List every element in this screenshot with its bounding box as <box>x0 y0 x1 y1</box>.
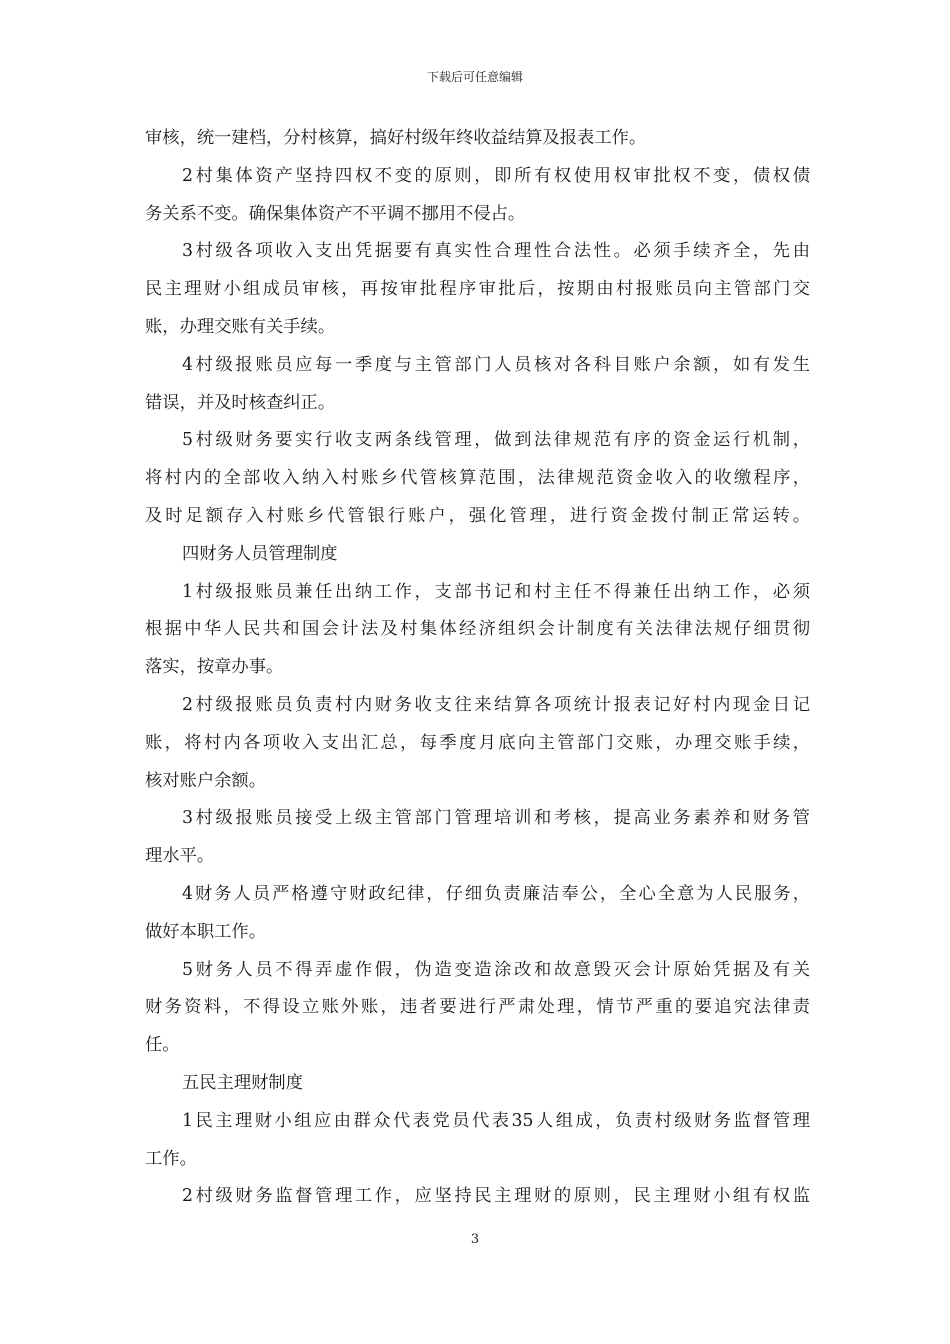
text-line: 3村级各项收入支出凭据要有真实性合理性合法性。必须手续齐全，先由 <box>182 241 810 262</box>
body-text <box>145 120 810 1216</box>
text-line: 3村级报账员接受上级主管部门管理培训和考核，提高业务素养和财务管 <box>182 808 810 829</box>
text-line: 2村集体资产坚持四权不变的原则，即所有权使用权审批权不变，债权债 <box>182 165 810 186</box>
text-line: 财务资料，不得设立账外账，违者要进行严肃处理，情节严重的要追究法律责 <box>145 997 810 1018</box>
text-line: 1民主理财小组应由群众代表党员代表35人组成，负责村级财务监督管理 <box>182 1110 810 1131</box>
text-line: 及时足额存入村账乡代管银行账户，强化管理，进行资金拨付制正常运转。 <box>145 505 810 526</box>
text-line: 5财务人员不得弄虚作假，伪造变造涂改和故意毁灭会计原始凭据及有关 <box>182 959 810 980</box>
text-line: 2村级财务监督管理工作，应坚持民主理财的原则，民主理财小组有权监 <box>182 1186 810 1207</box>
text-line: 5村级财务要实行收支两条线管理，做到法律规范有序的资金运行机制， <box>182 430 810 451</box>
text-line: 2村级报账员负责村内财务收支往来结算各项统计报表记好村内现金日记 <box>182 694 810 715</box>
text-line: 做好本职工作。 <box>145 921 266 942</box>
text-line: 4村级报账员应每一季度与主管部门人员核对各科目账户余额，如有发生 <box>182 354 810 375</box>
text-line: 民主理财小组成员审核，再按审批程序审批后，按期由村报账员向主管部门交 <box>145 279 810 300</box>
text-line: 审核，统一建档，分村核算，搞好村级年终收益结算及报表工作。 <box>145 128 647 148</box>
text-line: 工作。 <box>145 1148 197 1169</box>
text-line: 账，将村内各项收入支出汇总，每季度月底向主管部门交账，办理交账手续， <box>145 732 810 753</box>
text-line: 核对账户余额。 <box>145 770 266 791</box>
text-line: 四财务人员管理制度 <box>182 543 338 564</box>
text-line: 账，办理交账有关手续。 <box>145 316 336 337</box>
text-line: 将村内的全部收入纳入村账乡代管核算范围，法律规范资金收入的收缴程序， <box>145 468 810 489</box>
text-line: 五民主理财制度 <box>182 1072 303 1093</box>
text-line: 根据中华人民共和国会计法及村集体经济组织会计制度有关法律法规仔细贯彻 <box>145 619 810 640</box>
text-line: 落实，按章办事。 <box>145 657 284 678</box>
page-header: 下载后可任意编辑 <box>426 70 523 84</box>
text-line: 理水平。 <box>145 846 215 867</box>
text-line: 1村级报账员兼任出纳工作，支部书记和村主任不得兼任出纳工作，必须 <box>182 581 810 602</box>
text-line: 务关系不变。确保集体资产不平调不挪用不侵占。 <box>145 203 526 224</box>
text-line: 4财务人员严格遵守财政纪律，仔细负责廉洁奉公，全心全意为人民服务， <box>182 883 810 904</box>
page-number: 3 <box>470 1232 480 1247</box>
text-line: 任。 <box>145 1035 180 1056</box>
text-line: 错误，并及时核查纠正。 <box>145 392 336 413</box>
